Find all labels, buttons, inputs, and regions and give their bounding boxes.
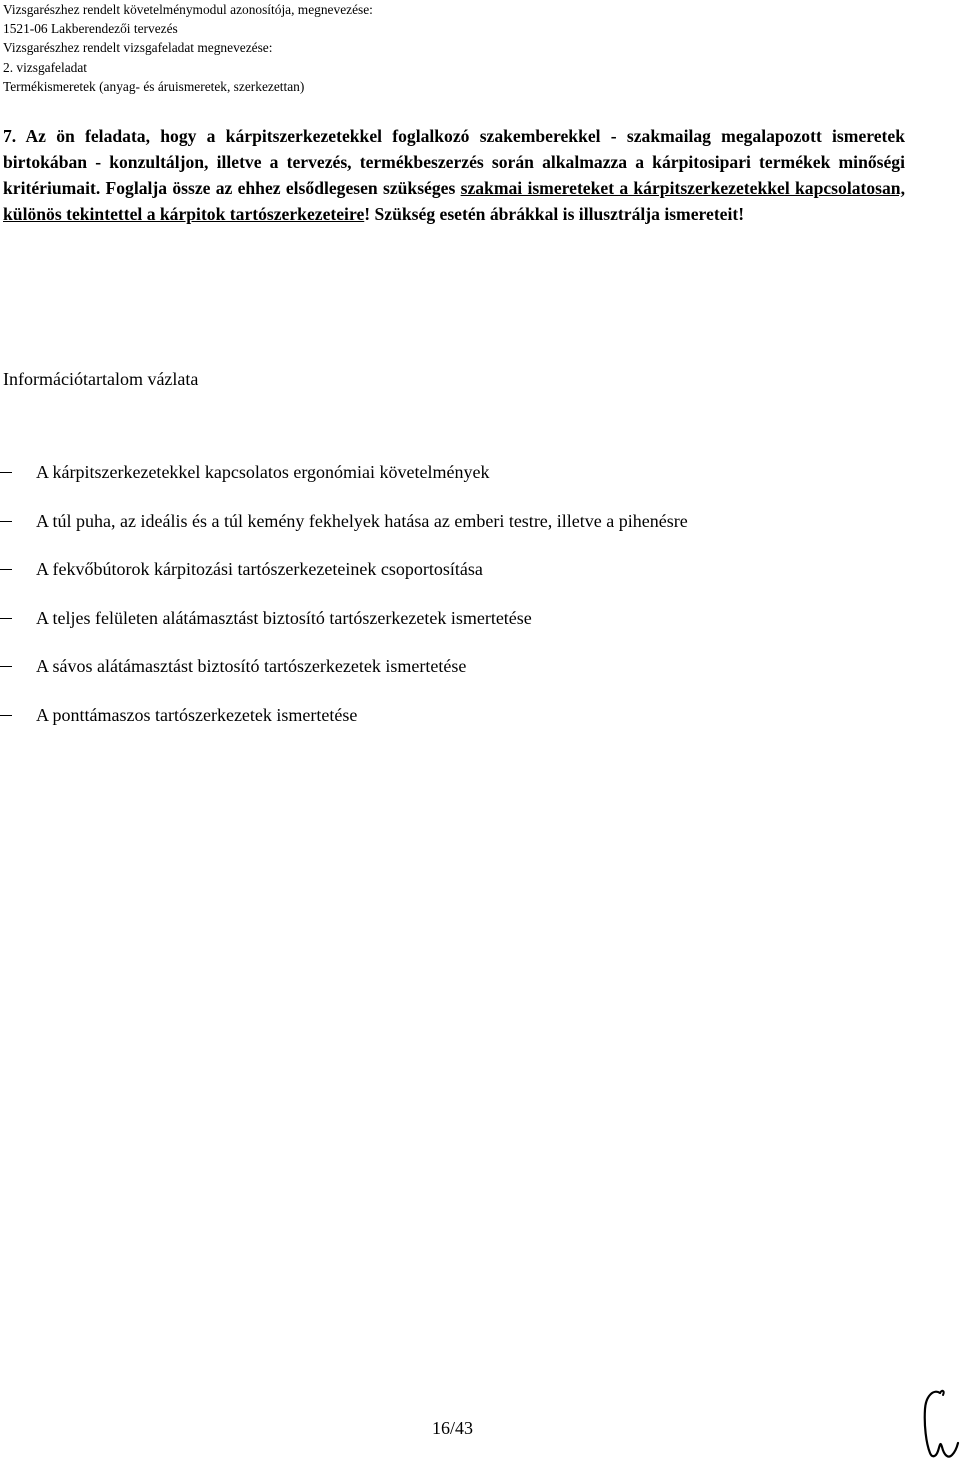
- page-number: 16/43: [431, 1418, 473, 1438]
- dash-icon: [0, 521, 12, 522]
- outline-title: Információtartalom vázlata: [3, 369, 199, 389]
- header-module-label: Vizsgarészhez rendelt követelménymodul azonosítója, megnevezése:: [3, 2, 373, 17]
- list-item-text: A fekvőbútorok kárpitozási tartószerkezeteinek csoportosítása: [36, 559, 483, 579]
- dash-icon: [0, 569, 12, 570]
- signature-icon: [918, 1385, 960, 1460]
- header-task-number: 2. vizsgafeladat: [3, 59, 88, 75]
- header-task-label: Vizsgarészhez rendelt vizsgafeladat megnevezése:: [3, 40, 273, 56]
- list-item-text: A túl puha, az ideális és a túl kemény fekhelyek hatása az emberi testre, illetve a pihenésre: [36, 510, 688, 531]
- task-text-underlined: szakmai ismereteket a kárpitszerkezetekkel kapcsolatosan, különös tekintettel a kárpitok tartószerkezeteire: [3, 178, 905, 224]
- task-description: [3, 123, 905, 227]
- task-text-intro: 7. Az ön feladata, hogy a kárpitszerkezetekkel foglalkozó szakemberekkel - szakmailag megalapozott ismeretek birtokában - konzultáljon, illetve a tervezés, termékbeszerzés során alkalmazza a kárpitosipari termékek minőségi kritériumait. Foglalja össze az ehhez elsődlegesen szükséges: [3, 126, 905, 198]
- dash-icon: [0, 666, 12, 667]
- dash-icon: [0, 715, 12, 716]
- header-task-name: Termékismeretek (anyag- és áruismeretek, szerkezettan): [3, 78, 305, 94]
- task-text-closing: ! Szükség esetén ábrákkal is illusztrálja ismereteit!: [364, 204, 745, 224]
- header-module-name: 1521-06 Lakberendezői tervezés: [3, 21, 178, 37]
- list-item-text: A sávos alátámasztást biztosító tartószerkezetek ismertetése: [36, 656, 467, 676]
- dash-icon: [0, 618, 12, 619]
- dash-icon: [0, 472, 12, 473]
- list-item-text: A ponttámaszos tartószerkezetek ismertetése: [36, 704, 358, 725]
- document-header: [3, 0, 373, 96]
- list-item-text: A teljes felületen alátámasztást biztosító tartószerkezetek ismertetése: [36, 607, 532, 628]
- list-item-text: A kárpitszerkezetekkel kapcsolatos ergonómiai követelmények: [36, 462, 490, 482]
